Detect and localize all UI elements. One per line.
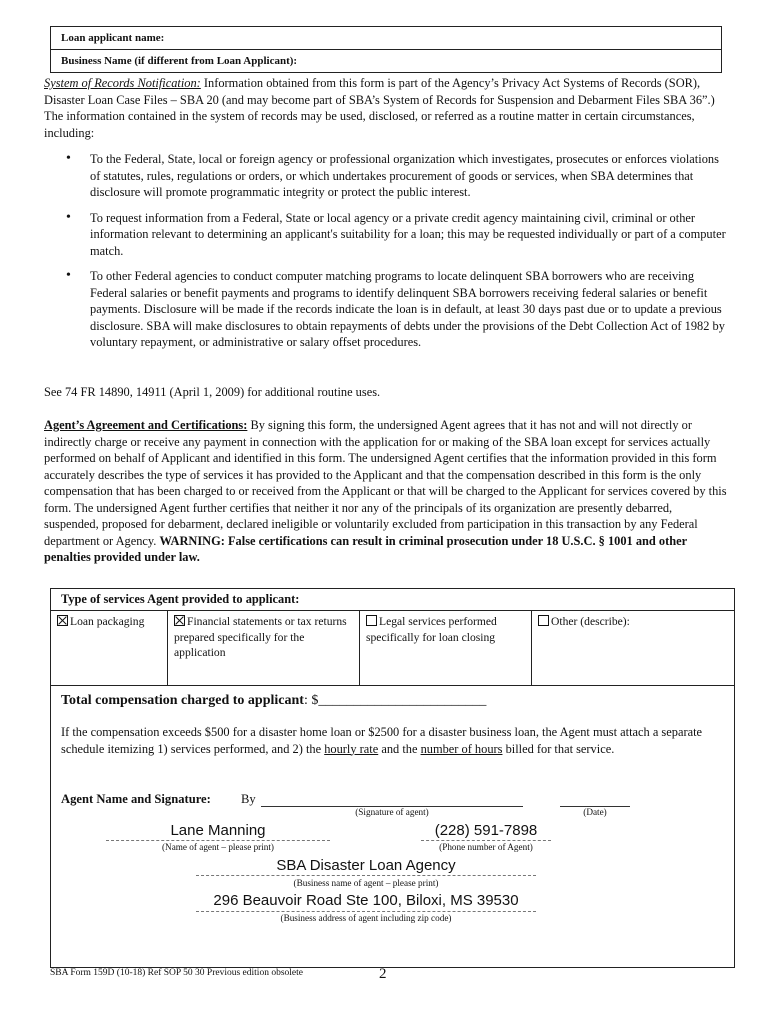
compensation-note bbox=[61, 724, 726, 757]
total-compensation-label: Total compensation charged to applicant bbox=[61, 693, 304, 708]
sor-heading: System of Records Notification: bbox=[44, 76, 201, 90]
business-name-line bbox=[196, 875, 536, 876]
agreement-heading: Agent’s Agreement and Certifications: bbox=[44, 418, 248, 432]
service-option-label: Legal services performed specifically for loan closing bbox=[366, 615, 497, 644]
agent-name-value[interactable]: Lane Manning bbox=[170, 822, 266, 839]
phone-caption: (Phone number of Agent) bbox=[439, 842, 533, 852]
agent-signature-label: Agent Name and Signature: bbox=[61, 792, 211, 806]
business-address-line bbox=[196, 911, 536, 912]
business-name-field[interactable]: Business Name (if different from Loan Applicant): bbox=[51, 49, 721, 72]
form-id-footer: SBA Form 159D (10-18) Ref SOP 50 30 Previous edition obsolete bbox=[50, 968, 303, 978]
checkbox-checked-icon[interactable] bbox=[57, 615, 68, 626]
service-option-legal-services[interactable] bbox=[359, 611, 531, 685]
services-title: Type of services Agent provided to applicant: bbox=[61, 592, 300, 606]
checkbox-unchecked-icon[interactable] bbox=[538, 615, 549, 626]
total-compensation-field[interactable]: : $________________________ bbox=[303, 693, 487, 708]
agreement-body: By signing this form, the undersigned Agent agrees that it has not and will not directly or indirectly charge or receive any payment in connection with the application for or making of the SBA loan except for services actually performed on behalf of Applicant and identified in this form. The undersigned Agent certifies that the information provided in this form accurately describes the type of services it has provided to the Applicant and that the compensation described in this form is the only compensation that has been charged to or received from the Applicant or that will be charged to the Applicant for services covered by this form. The undersigned Agent further certifies that neither it nor any of the principals of its organization are presently debarred, suspended, proposed for debarment, declared ineligible or voluntarily excluded from participation in this transaction by any Federal department or Agency. bbox=[44, 418, 727, 548]
service-option-other[interactable] bbox=[531, 611, 734, 685]
signature-caption: (Signature of agent) bbox=[355, 807, 429, 817]
checkbox-checked-icon[interactable] bbox=[174, 615, 185, 626]
business-name-value[interactable]: SBA Disaster Loan Agency bbox=[276, 857, 456, 874]
phone-value[interactable]: (228) 591-7898 bbox=[434, 822, 538, 839]
service-option-label: Other (describe): bbox=[551, 615, 630, 628]
sor-bullet-list bbox=[64, 151, 728, 360]
signature-field[interactable] bbox=[261, 791, 523, 807]
page-number: 2 bbox=[379, 966, 387, 982]
agreement-paragraph bbox=[44, 417, 728, 566]
business-address-caption: (Business address of agent including zip code) bbox=[280, 913, 452, 923]
list-item: • To other Federal agencies to conduct computer matching programs to locate delinquent SBA borrowers who are receiving Federal salaries or benefit payments and programs to identify delinquent SBA borrowers receiving federal salaries or benefit payments. Disclosure will be made if the records indicate the loan is in default, at least 30 days past due or to update a previous disclosure. SBA will make disclosures to obtain repayments of debts under the provisions of the Debt Collection Act of 1982 by voluntary repayment, or administrative or salary offset procedures. bbox=[64, 268, 728, 351]
service-option-label: Loan packaging bbox=[70, 615, 145, 628]
date-caption: (Date) bbox=[583, 807, 607, 817]
sor-intro: Information obtained from this form is part of the Agency’s Privacy Act Systems of Records (SOR), Disaster Loan Case Files – SBA 20 (and may become part of SBA’s System of Records for Suspension and Debarment Files SBA 36”.) The information contained in the system of records may be used, disclosed, or referred as a routine matter in certain circumstances, including: bbox=[44, 76, 715, 140]
list-item: • To the Federal, State, local or foreign agency or professional organization which investigates, prosecutes or enforces violations of statutes, rules, regulations or orders, or which undertakes procurement of goods or services, when SBA determines that disclosure will promote programmatic integrity or protect the public interest. bbox=[64, 151, 728, 201]
note-text: and the bbox=[378, 741, 421, 756]
service-option-label: Financial statements or tax returns prepared specifically for the application bbox=[174, 615, 347, 659]
warning-text: WARNING: False certifications can result in criminal prosecution under 18 U.S.C. § 1001 and other penalties provided under law. bbox=[44, 533, 687, 564]
agent-name-caption: (Name of agent – please print) bbox=[162, 842, 274, 852]
list-item: • To request information from a Federal, State or local agency or a private credit agency maintaining civil, criminal or other information relevant to determining an applicant's suitability for a loan; this may be requested individually or part of a computer match. bbox=[64, 210, 728, 260]
note-hourly-rate: hourly rate bbox=[324, 741, 379, 756]
sor-paragraph bbox=[44, 75, 728, 141]
date-field[interactable] bbox=[560, 791, 630, 807]
service-option-loan-packaging[interactable] bbox=[51, 611, 167, 685]
note-number-of-hours: number of hours bbox=[420, 741, 503, 756]
loan-applicant-name-field[interactable]: Loan applicant name: bbox=[61, 32, 165, 44]
business-name-caption: (Business name of agent – please print) bbox=[293, 878, 439, 888]
services-options-grid bbox=[51, 610, 734, 686]
service-option-financial-statements[interactable] bbox=[167, 611, 359, 685]
business-address-value[interactable]: 296 Beauvoir Road Ste 100, Biloxi, MS 39530 bbox=[213, 892, 519, 909]
agent-name-line bbox=[106, 840, 330, 841]
note-text: If the compensation exceeds $500 for a disaster home loan or $2500 for a disaster business loan, the Agent must attach a separate schedule itemizing 1) services performed, and 2) the bbox=[61, 725, 703, 756]
services-section bbox=[50, 588, 735, 968]
by-label: By bbox=[241, 792, 256, 806]
total-compensation-row bbox=[61, 693, 486, 709]
see-also-text: See 74 FR 14890, 14911 (April 1, 2009) for additional routine uses. bbox=[44, 385, 381, 399]
checkbox-unchecked-icon[interactable] bbox=[366, 615, 377, 626]
note-text: billed for that service. bbox=[502, 741, 615, 756]
applicant-header-box bbox=[50, 26, 722, 73]
phone-line bbox=[421, 840, 551, 841]
